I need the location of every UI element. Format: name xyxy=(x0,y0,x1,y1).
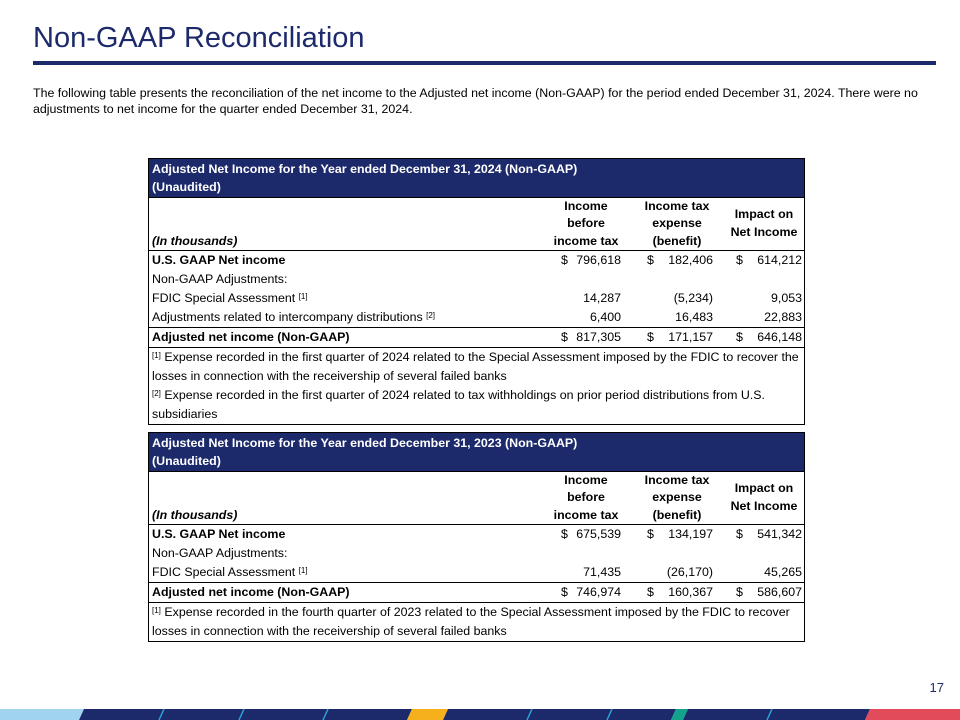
col-income-before-tax: Income before income tax xyxy=(553,198,619,248)
units-label: (In thousands) xyxy=(152,234,238,248)
col-income-before-tax: Income before income tax xyxy=(553,472,619,522)
table-row: FDIC Special Assessment [1] 14,287 (5,234) 9,053 xyxy=(152,291,802,305)
table-2024 xyxy=(148,158,805,425)
title-divider xyxy=(33,61,936,65)
table-row: U.S. GAAP Net income $ 675,539 $ 134,197 $ 541,342 xyxy=(152,527,802,541)
stripe-segment xyxy=(407,709,448,720)
col-impact-net-income: Impact on Net Income xyxy=(730,481,798,513)
footnote: [2] Expense recorded in the first quarter of 2024 related to tax withholdings on prior period distributions from U.S. subsidiaries xyxy=(152,388,765,421)
page-title: Non-GAAP Reconciliation xyxy=(33,22,365,54)
table-2023-title: Adjusted Net Income for the Year ended December 31, 2023 (Non-GAAP) xyxy=(152,436,578,450)
table-row: U.S. GAAP Net income $ 796,618 $ 182,406 $ 614,212 xyxy=(152,253,802,267)
col-income-tax-expense: Income tax expense (benefit) xyxy=(644,472,710,522)
intro-paragraph: The following table presents the reconciliation of the net income to the Adjusted net income (Non-GAAP) for the period ended December 31, 2024. There were no adjustments to net income for the quarter ended December 31, 2024. xyxy=(33,86,918,116)
col-income-tax-expense: Income tax expense (benefit) xyxy=(644,198,710,248)
table-2023 xyxy=(148,432,805,642)
stripe-segment xyxy=(0,709,84,720)
table-row-total: Adjusted net income (Non-GAAP) $ 746,974 $ 160,367 $ 586,607 xyxy=(149,583,804,603)
table-2023-column-headers xyxy=(149,471,804,525)
table-2024-title: Adjusted Net Income for the Year ended December 31, 2024 (Non-GAAP) xyxy=(152,162,578,176)
stripe-segment xyxy=(683,709,870,720)
table-row: Non-GAAP Adjustments: xyxy=(152,546,288,560)
table-2024-header xyxy=(149,159,804,197)
bottom-decorative-stripe xyxy=(0,709,960,720)
table-row: Non-GAAP Adjustments: xyxy=(152,272,288,286)
table-2023-header xyxy=(149,433,804,471)
units-label: (In thousands) xyxy=(152,508,238,522)
table-row-total: Adjusted net income (Non-GAAP) $ 817,305 $ 171,157 $ 646,148 xyxy=(149,328,804,348)
stripe-segment xyxy=(79,709,412,720)
footnote: [1] Expense recorded in the first quarter of 2024 related to the Special Assessment imposed by the FDIC to recover the losses in connection with the receivership of several failed banks xyxy=(152,350,799,383)
page-number: 17 xyxy=(929,680,944,695)
col-impact-net-income: Impact on Net Income xyxy=(730,207,798,239)
table-2023-subtitle: (Unaudited) xyxy=(152,454,221,468)
footnote: [1] Expense recorded in the fourth quarter of 2023 related to the Special Assessment imposed by the FDIC to recover losses in connection with the receivership of several failed banks xyxy=(152,605,790,638)
table-2024-column-headers xyxy=(149,197,804,251)
table-row: FDIC Special Assessment [1] 71,435 (26,170) 45,265 xyxy=(149,563,804,583)
table-2024-subtitle: (Unaudited) xyxy=(152,180,221,194)
stripe-segment xyxy=(443,709,676,720)
stripe-segment xyxy=(865,709,960,720)
table-row: Adjustments related to intercompany distributions [2] 6,400 16,483 22,883 xyxy=(149,308,804,328)
